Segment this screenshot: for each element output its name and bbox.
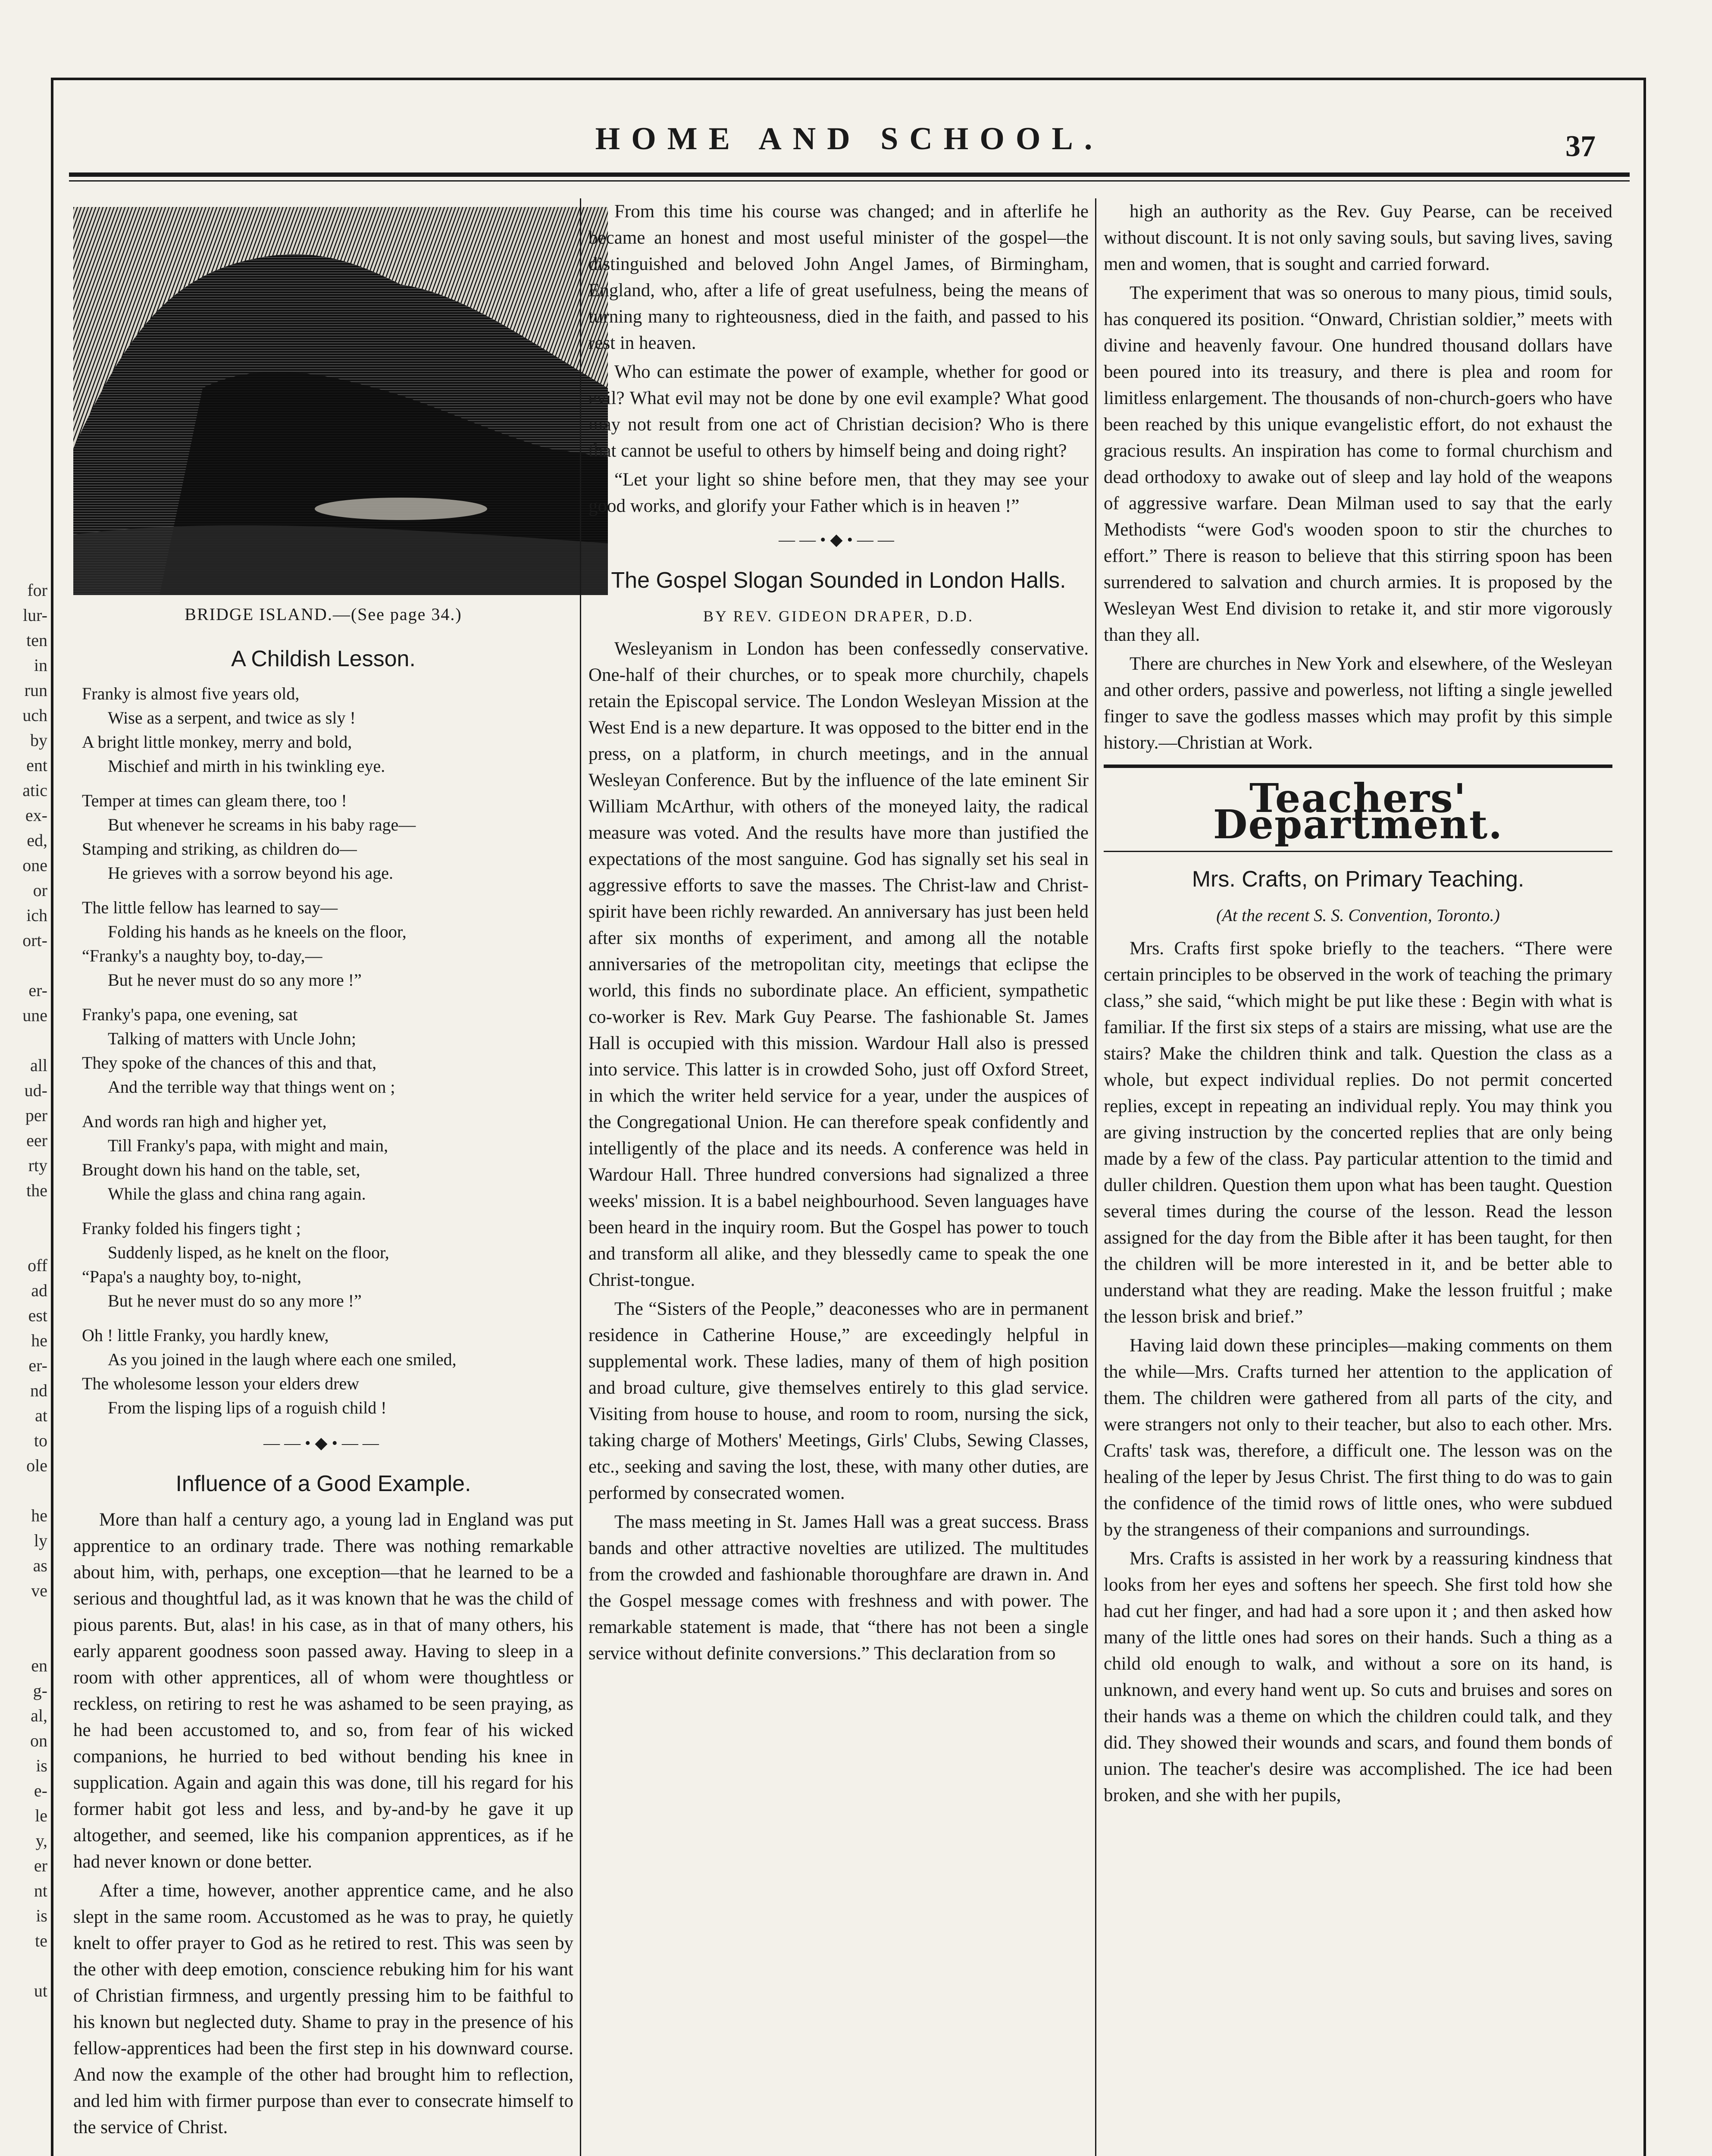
poem-stanza [82, 1109, 573, 1206]
poem-line: But whenever he screams in his baby rage— [108, 815, 416, 834]
poem-line: But he never must do so any more !” [108, 1291, 362, 1310]
poem-line: But he never must do so any more !” [108, 970, 362, 990]
poem-body [82, 682, 573, 1420]
margin-fragment: atic [22, 780, 47, 800]
margin-fragment: lur- [23, 605, 47, 625]
masthead-title: HOME AND SCHOOL. [595, 121, 1104, 157]
margin-fragment: er- [28, 981, 47, 1000]
article-paragraph: Who can estimate the power of example, whether for good or evil? What evil may not be done by one evil example? What good may not result from one act of Christian decision? Who is there that cannot be useful to others by himself being and doing right? [588, 362, 1089, 461]
margin-fragment: ut [34, 1981, 47, 2000]
column-3 [1104, 198, 1612, 1811]
article-paragraph: There are churches in New York and elsewhere, of the Wesleyan and other orders, passive and powerless, not lifting a single jewelled finger to save the godless masses which may profit by this simple history.—Christian at Work. [1104, 654, 1612, 753]
margin-fragment: nt [34, 1881, 47, 1900]
article-paragraph: high an authority as the Rev. Guy Pearse, can be received without discount. It is not only saving souls, but saving lives, saving men and women, that is sought and carried forward. [1104, 201, 1612, 274]
poem-line: Folding his hands as he kneels on the floor, [108, 922, 407, 941]
margin-fragment: ud- [24, 1081, 47, 1100]
margin-fragment: or [33, 881, 47, 900]
margin-fragment: by [30, 730, 47, 750]
margin-fragment: ad [31, 1281, 47, 1300]
article-paragraph: “Let your light so shine before men, that they may see your good works, and glorify your Father which is in heaven !” [588, 470, 1089, 516]
margin-fragment: est [28, 1306, 47, 1325]
column-divider [580, 198, 581, 2156]
poem-line: He grieves with a sorrow beyond his age. [108, 863, 394, 883]
margin-fragment [0, 1603, 47, 1628]
article-title-gospel-slogan: The Gospel Slogan Sounded in London Halls. [611, 568, 1066, 593]
poem-line: From the lisping lips of a roguish child ! [108, 1398, 387, 1417]
poem-stanza [82, 896, 573, 992]
masthead-rule [69, 172, 1630, 177]
article-title-influence: Influence of a Good Example. [175, 1471, 471, 1496]
department-rule [1104, 765, 1612, 768]
margin-fragment [0, 1628, 47, 1653]
department-title: Teachers' Department. [1213, 775, 1503, 848]
column-divider [1095, 198, 1096, 2156]
article-paragraph: Mrs. Crafts is assisted in her work by a reassuring kindness that looks from her eyes and softens her speech. She first told how she had cut her finger, and had had a sore upon it ; and then asked how many of the little ones had sores on their hands. Such a thing as a child old enough to walk, and without a sore on its hand, is unknown, and every hand went up. So cuts and bruises and sores on their hands was a theme on which the children could talk, and they did. They showed their wounds and scars, and found them bonds of union. The teacher's desire was accomplished. The ice had been broken, and she with her pupils, [1104, 1548, 1612, 1805]
margin-fragment [0, 1478, 47, 1503]
margin-fragment: e- [34, 1781, 47, 1800]
article-paragraph: Mrs. Crafts first spoke briefly to the teachers. “There were certain principles to be observed in the work of teaching the primary class,” she said, “which might be put like these : Begin with what is familiar. If the first six steps of a stairs are missing, what use are the stairs? Make the children think and talk. Question the class as a whole, but expect individual replies. Do not permit concerted replies, except in repeating an individual reply. You may think you are giving instruction by the concerted replies that are only being made by a few of the class. Pay particular attention to the timid and duller children. Question them upon what has been taught. Question several times during the course of the lesson. Read the lesson assigned for the day from the Bible after it has been taught, for then the children will be more interested in it, and be better able to understand what they are reading. Make the lesson fruitful ; make the lesson brisk and brief.” [1104, 938, 1612, 1327]
article-paragraph: Wesleyanism in London has been confessedly conservative. One-half of their churches, or to speak more churchily, chapels retain the Episcopal service. The London Wesleyan Mission at the West End is a new departure. It was opposed to the bitter end in the press, on a platform, in church meetings, and in the annual Wesleyan Conference. But by the influence of the late eminent Sir William McArthur, with others of the moneyed laity, the radical measure was voted. And the results have more than justified the expectations of the most sanguine. God has signally set his seal in aggressive efforts to save the masses. The Christ-law and Christ-spirit have been richly rewarded. An anniversary has just been held after six months of experiment, and among all the notable anniversaries of the metropolitan city, meetings that eclipse the world, this finds no subordinate place. An efficient, sympathetic co-worker is Rev. Mark Guy Pearse. The fashionable St. James Hall is occupied with this mission. Wardour Hall also is pressed into service. This latter is in crowded Soho, just off Oxford Street, in which the writer held service for a year, under the auspices of the Congregational Union. He can therefore speak confidently and intelligently of the place and its needs. A conference was held in Wardour Hall. Three hundred conversions had signalized a three weeks' mission. It is a babel neighbourhood. Seven languages have been heard in the inquiry room. But the Gospel has power to touch and transform all alike, and they blessedly came to speak the one Christ-tongue. [588, 639, 1089, 1290]
margin-fragment: in [34, 655, 47, 675]
margin-fragment: ex- [25, 805, 47, 825]
poem-line: “Franky's a naughty boy, to-day,— [82, 946, 322, 965]
poem-line: A bright little monkey, merry and bold, [82, 732, 352, 752]
margin-fragment: ort- [22, 931, 47, 950]
margin-fragment: is [36, 1906, 47, 1925]
poem-stanza [82, 1003, 573, 1099]
margin-fragment: le [35, 1806, 47, 1825]
poem-line: Franky is almost five years old, [82, 684, 300, 703]
margin-fragment: per [25, 1106, 47, 1125]
page-number: 37 [1565, 130, 1596, 163]
margin-fragment: ten [26, 630, 47, 650]
column-2 [588, 198, 1089, 1669]
margin-fragment: ich [26, 906, 47, 925]
article-note: (At the recent S. S. Convention, Toronto.) [1216, 906, 1500, 925]
illustration-caption: BRIDGE ISLAND.—(See page 34.) [185, 605, 462, 624]
margin-fragment: y, [35, 1831, 47, 1850]
margin-fragment [0, 1228, 47, 1253]
margin-fragment: one [22, 856, 47, 875]
poem-line: Oh ! little Franky, you hardly knew, [82, 1326, 329, 1345]
article-byline: BY REV. GIDEON DRAPER, D.D. [703, 608, 974, 625]
poem-line: While the glass and china rang again. [108, 1184, 366, 1203]
margin-fragment: to [34, 1431, 47, 1450]
poem-line: Brought down his hand on the table, set, [82, 1160, 360, 1179]
margin-fragment [0, 1203, 47, 1228]
article-paragraph: The mass meeting in St. James Hall was a great success. Brass bands and other attractive novelties are utilized. The multitudes from the crowded and fashionable thoroughfare are drawn in. And the Gospel message comes with freshness and with power. The remarkable statement is made, that “there has not been a single service without definite conversions.” This declaration from so [588, 1512, 1089, 1664]
margin-fragment: eer [26, 1131, 47, 1150]
poem-line: Franky's papa, one evening, sat [82, 1005, 298, 1024]
article-paragraph: From this time his course was changed; and in afterlife he became an honest and most useful minister of the gospel—the distinguished and beloved John Angel James, of Birmingham, England, who, after a life of great usefulness, being the means of turning many to righteousness, died in the faith, and passed to his rest in heaven. [588, 201, 1089, 353]
poem-stanza [82, 789, 573, 885]
margin-fragment: on [30, 1731, 47, 1750]
poem-line: The little fellow has learned to say— [82, 898, 338, 917]
article-paragraph: The experiment that was so onerous to many pious, timid souls, has conquered its position. “Onward, Christian soldier,” meets with divine and heavenly favour. One hundred thousand dollars have been poured into its treasury, and there is plea and room for limitless enlargement. The thousands of non-church-goers who have been reached by this unique evangelistic effort, do not exhaust the gracious results. An inspiration has come to formal churchism and dead orthodoxy to awake out of sleep and lay hold of the weapons of aggressive warfare. Dean Milman used to say that the early Methodists “were God's wooden spoon to stir the churches to effort.” There is reason to believe that this stirring spoon has been surrendered to salvation and church armies. It is proposed by the Wesleyan West End division to retake it, and stir more vigorously than they all. [1104, 283, 1612, 645]
article-paragraph: After a time, however, another apprentice came, and he also slept in the same room. Accustomed as he was to pray, he quietly knelt to offer prayer to God as he retired to rest. This was seen by the other with deep emotion, conscience rebuking him for his want of Christian firmness, and urgently pressing him to be faithful to his known but neglected duty. Shame to pray in the presence of his fellow-apprentices had been the first step in his downward course. And now the example of the other had brought him to reflection, and led him with firmer purpose than ever to consecrate himself to the service of Christ. [73, 1880, 573, 2137]
poem-stanza [82, 682, 573, 778]
margin-fragment: run [24, 680, 47, 700]
margin-fragment: at [35, 1406, 47, 1425]
poem-title: A Childish Lesson. [231, 646, 416, 671]
margin-fragment: ent [26, 755, 47, 775]
margin-fragment: une [22, 1006, 47, 1025]
poem-line: As you joined in the laugh where each one smiled, [108, 1350, 457, 1369]
poem-line: Suddenly lisped, as he knelt on the floor, [108, 1243, 389, 1262]
department-rule-thin [1104, 851, 1612, 852]
margin-fragment: for [27, 580, 47, 600]
margin-fragment [0, 1028, 47, 1053]
poem-stanza [82, 1216, 573, 1313]
article-paragraph: More than half a century ago, a young lad in England was put apprentice to an ordinary trade. There was nothing remarkable about him, with, perhaps, one exception—that he learned to be a serious and thoughtful lad, as it was known that he was the child of pious parents. But, alas! in his case, as in that of many others, his early apparent goodness soon passed away. Having to sleep in a room with other apprentices, all of whom were thoughtless or reckless, on retiring to rest he was ashamed to be seen praying, as he had been accustomed to, and so, from fear of his wicked companions, he hurried to bed without bending his knee in supplication. Again and again this was done, till his regard for his former habit got less and less, and by-and-by he gave it up altogether, and seemed, like his companion apprentices, as if he had never known or done better. [73, 1510, 573, 1872]
margin-fragment: rty [28, 1156, 47, 1175]
poem-line: Franky folded his fingers tight ; [82, 1219, 301, 1238]
poem-stanza [82, 1323, 573, 1420]
left-margin-fragments [0, 578, 47, 2003]
margin-fragment: nd [30, 1381, 47, 1400]
margin-fragment: er- [28, 1356, 47, 1375]
margin-fragment: ed, [27, 830, 47, 850]
section-divider: ——•◆•—— [779, 531, 898, 549]
masthead-rule-thin [69, 180, 1630, 182]
article-title-primary-teaching: Mrs. Crafts, on Primary Teaching. [1192, 867, 1524, 892]
poem-line: They spoke of the chances of this and that, [82, 1053, 377, 1072]
article-paragraph: The “Sisters of the People,” deaconesses who are in permanent residence in Catherine House,” are exceedingly helpful in supplemental work. These ladies, many of them of high position and broad culture, give themselves entirely to this glad service. Visiting from house to house, and room to room, nursing the sick, taking charge of Mothers' Meetings, Girls' Clubs, Sewing Classes, etc., seeking and saving the lost, these, with many other duties, are performed by consecrated women. [588, 1299, 1089, 1503]
margin-fragment: ole [26, 1456, 47, 1475]
margin-fragment: off [28, 1256, 47, 1275]
margin-fragment: ly [34, 1531, 47, 1550]
poem-line: Wise as a serpent, and twice as sly ! [108, 708, 356, 727]
margin-fragment: uch [22, 705, 47, 725]
poem-line: Talking of matters with Uncle John; [108, 1029, 356, 1048]
margin-fragment: as [33, 1556, 47, 1575]
margin-fragment: is [36, 1756, 47, 1775]
poem-line: And the terrible way that things went on ; [108, 1077, 395, 1097]
margin-fragment: er [34, 1856, 47, 1875]
poem-line: And words ran high and higher yet, [82, 1112, 327, 1131]
article-paragraph: Having laid down these principles—making comments on them the while—Mrs. Crafts turned her attention to the application of them. The children were gathered from all parts of the city, and were strangers not only to their teacher, but also to each other. Mrs. Crafts' task was, therefore, a difficult one. The lesson was on the healing of the leper by Jesus Christ. The first thing to do was to gain the confidence of the timid rows of little ones, who were subdued by the strangeness of their companions and surroundings. [1104, 1335, 1612, 1540]
margin-fragment [0, 953, 47, 978]
column-1 [73, 198, 573, 2143]
poem-line: Mischief and mirth in his twinkling eye. [108, 756, 385, 776]
margin-fragment: he [31, 1331, 47, 1350]
poem-line: The wholesome lesson your elders drew [82, 1374, 360, 1393]
poem-line: Till Franky's papa, with might and main, [108, 1136, 388, 1155]
margin-fragment: te [35, 1931, 47, 1950]
margin-fragment: g- [33, 1681, 47, 1700]
margin-fragment: ve [31, 1581, 47, 1600]
margin-fragment: the [26, 1181, 47, 1200]
section-divider: ——•◆•—— [263, 1434, 383, 1452]
margin-fragment: al, [31, 1706, 47, 1725]
poem-line: Stamping and striking, as children do— [82, 839, 357, 859]
poem-line: Temper at times can gleam there, too ! [82, 791, 347, 810]
poem-line: “Papa's a naughty boy, to-night, [82, 1267, 301, 1286]
bridge-island-illustration [73, 207, 608, 595]
margin-fragment: all [30, 1056, 47, 1075]
margin-fragment: he [31, 1506, 47, 1525]
margin-fragment [0, 1953, 47, 1978]
margin-fragment: en [31, 1656, 47, 1675]
